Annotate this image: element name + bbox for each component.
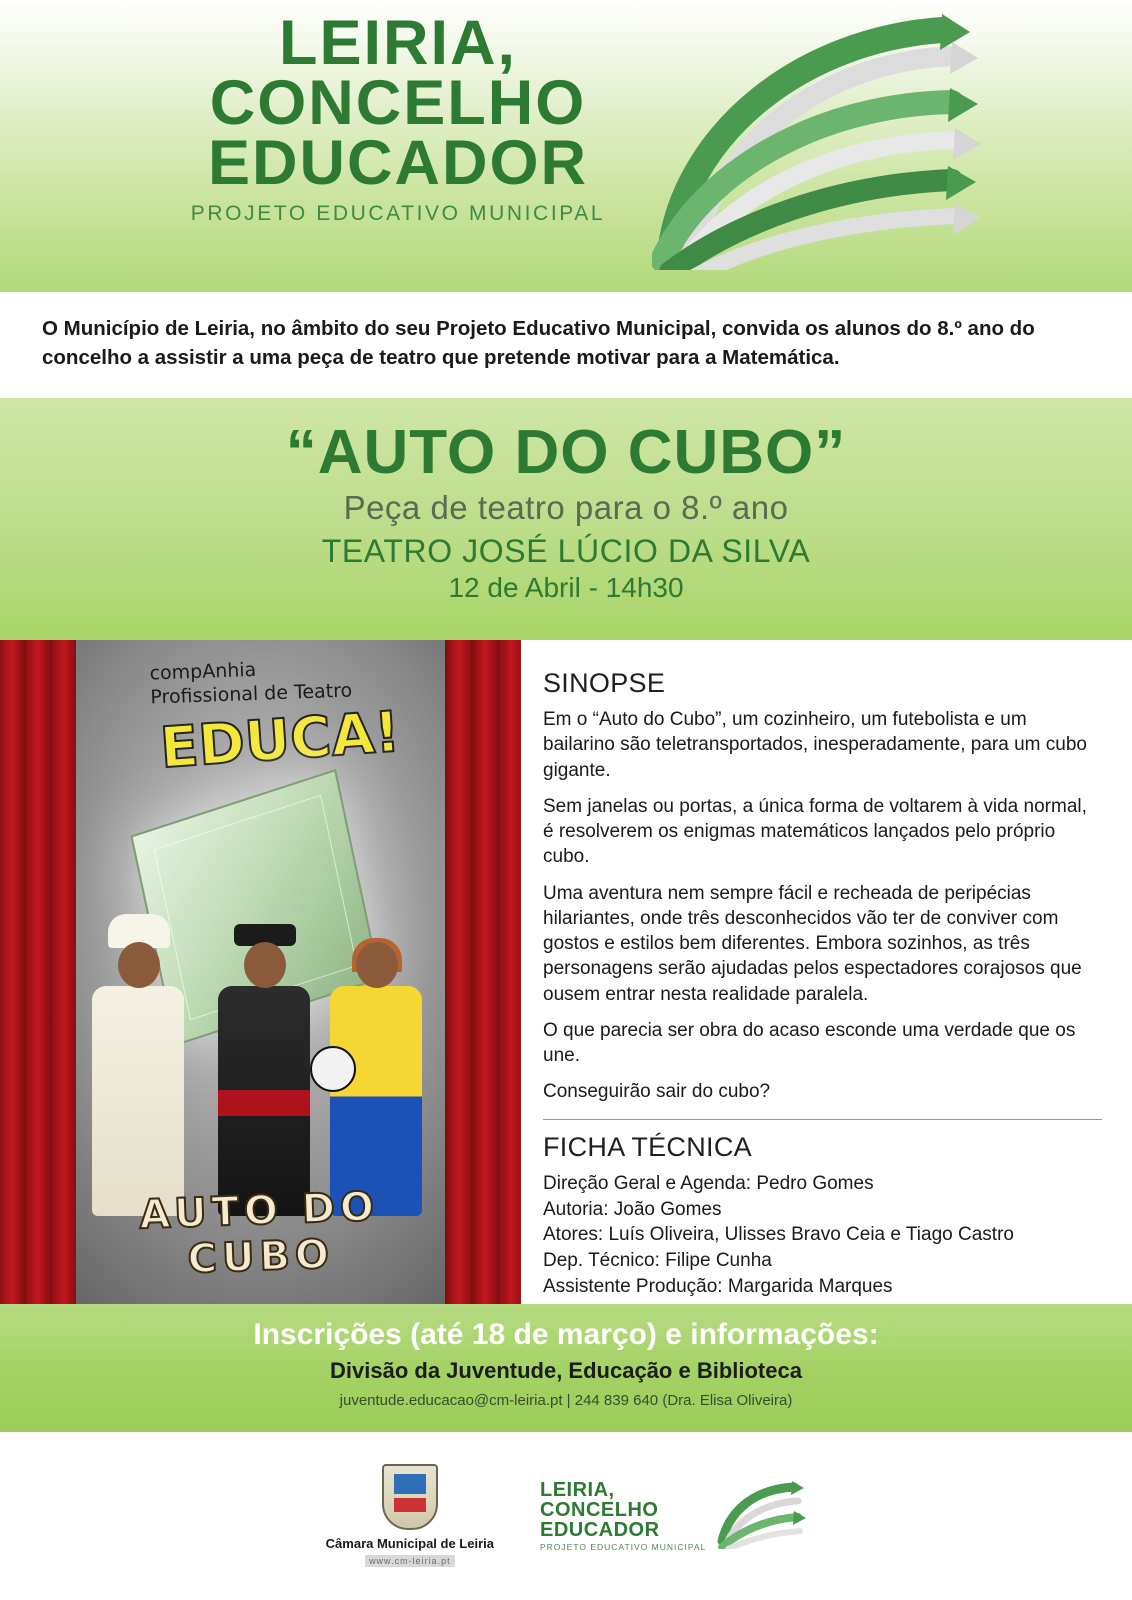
- mini-logo-line-1: LEIRIA,: [540, 1479, 615, 1502]
- venue-name: TEATRO JOSÉ LÚCIO DA SILVA: [321, 533, 811, 570]
- football-icon: [310, 1046, 356, 1092]
- company-line-1: compAnhia: [149, 658, 257, 685]
- section-divider: [543, 1119, 1102, 1120]
- company-line-2: Profissional de Teatro: [150, 679, 353, 709]
- logo-line-3: EDUCADOR: [207, 127, 588, 198]
- poster-header: [0, 0, 1132, 292]
- dancer-head: [244, 942, 286, 988]
- project-mini-logo: [540, 1479, 806, 1554]
- company-logo-text: EDUCA!: [158, 699, 403, 782]
- poster-title-text: AUTO DO CUBO: [138, 1183, 380, 1283]
- synopsis-heading: SINOPSE: [543, 668, 666, 698]
- dancer-figure: [218, 986, 310, 1216]
- municipality-caption: Câmara Municipal de Leiria: [325, 1535, 494, 1551]
- coat-of-arms-icon: [382, 1464, 438, 1530]
- main-content: [0, 640, 1132, 1304]
- logo-line-1: LEIRIA,: [278, 8, 517, 78]
- dancer-sash: [218, 1090, 310, 1116]
- football-player-figure: [330, 986, 422, 1216]
- synopsis-paragraph: Em o “Auto do Cubo”, um cozinheiro, um futebolista e um bailarino são teletransportados, inesperadamente, para um cubo gigante.: [543, 709, 1087, 781]
- credit-line: Assistente Produção: Margarida Marques: [543, 1276, 893, 1298]
- text-column: [521, 640, 1132, 1304]
- technical-sheet-heading: FICHA TÉCNICA: [543, 1131, 752, 1162]
- chef-body: [92, 986, 184, 1216]
- intro-text: O Município de Leiria, no âmbito do seu Projeto Educativo Municipal, convida os alunos do 8.º ano do concelho a assistir a uma peça de teatro que pretende motivar para a Matemática.: [42, 317, 1035, 370]
- synopsis-paragraph: Uma aventura nem sempre fácil e recheada de peripécias hilariantes, onde três desconhecidos vão ter de conviver com gostos e estilos bem diferentes. Embora sozinhos, as três personagens serão ajudadas pelos espectadores corajosos que ousem entrar nesta realidade paralela.: [543, 882, 1082, 1005]
- credit-line: Atores: Luís Oliveira, Ulisses Bravo Ceia e Tiago Castro: [543, 1224, 1014, 1246]
- arrows-swoosh-icon: [652, 10, 982, 270]
- chef-figure: [92, 986, 184, 1216]
- date-time: 12 de Abril - 14h30: [448, 572, 684, 604]
- player-head: [356, 942, 398, 988]
- play-subtitle: Peça de teatro para o 8.º ano: [343, 489, 789, 527]
- credit-line: Dep. Técnico: Filipe Cunha: [543, 1250, 772, 1272]
- registration-contact[interactable]: juventude.educacao@cm-leiria.pt | 244 839 640 (Dra. Elisa Oliveira): [339, 1392, 793, 1409]
- mini-logo-line-3: EDUCADOR: [540, 1519, 660, 1542]
- registration-department: Divisão da Juventude, Educação e Biblioteca: [330, 1358, 802, 1383]
- chef-head: [118, 942, 160, 988]
- logo-line-2: CONCELHO: [209, 67, 587, 138]
- credit-line: Direção Geral e Agenda: Pedro Gomes: [543, 1172, 874, 1194]
- title-block: [0, 398, 1132, 640]
- intro-bar: [0, 292, 1132, 398]
- synopsis-paragraph: Conseguirão sair do cubo?: [543, 1081, 771, 1103]
- mini-logo-subtitle: PROJETO EDUCATIVO MUNICIPAL: [540, 1542, 707, 1553]
- play-poster-image: [0, 640, 521, 1304]
- synopsis-paragraph: O que parecia ser obra do acaso esconde uma verdade que os une.: [543, 1019, 1076, 1067]
- arrows-swoosh-small-icon: [716, 1479, 806, 1554]
- logo-subtitle: PROJETO EDUCATIVO MUNICIPAL: [190, 201, 606, 225]
- registration-bar: [0, 1304, 1132, 1432]
- mini-logo-line-2: CONCELHO: [540, 1499, 659, 1522]
- play-title: “AUTO DO CUBO”: [285, 418, 847, 487]
- footer-logos: [0, 1432, 1132, 1600]
- credit-line: Autoria: João Gomes: [543, 1198, 722, 1220]
- player-body: [330, 986, 422, 1216]
- municipality-logo: [326, 1464, 494, 1569]
- mini-logo-text: [540, 1480, 706, 1552]
- dancer-body: [218, 986, 310, 1216]
- synopsis-paragraph: Sem janelas ou portas, a única forma de voltarem à vida normal, é resolverem os enigmas matemáticos lançados pelo próprio cubo.: [543, 795, 1087, 868]
- municipality-website: www.cm-leiria.pt: [365, 1555, 455, 1567]
- registration-title: Inscrições (até 18 de março) e informações:: [253, 1318, 879, 1351]
- main-logo: [168, 8, 628, 226]
